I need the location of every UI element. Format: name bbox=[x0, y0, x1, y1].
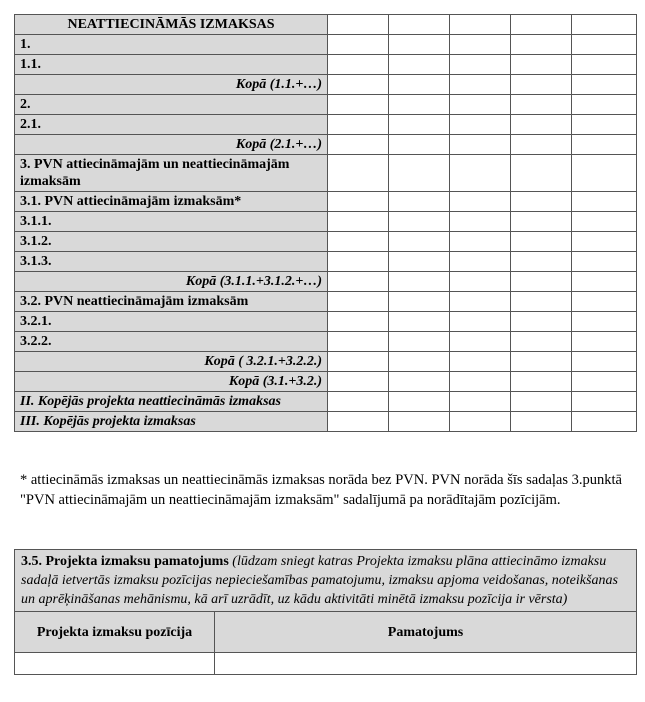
cost-row-label: Kopā ( 3.2.1.+3.2.2.) bbox=[15, 352, 328, 372]
cost-value-cell[interactable] bbox=[450, 155, 511, 192]
cost-value-cell[interactable] bbox=[328, 252, 389, 272]
cost-row-label: 1.1. bbox=[15, 55, 328, 75]
cost-row bbox=[15, 232, 637, 252]
cost-value-cell[interactable] bbox=[572, 192, 637, 212]
cost-row-label: Kopā (3.1.+3.2.) bbox=[15, 372, 328, 392]
cost-value-cell[interactable] bbox=[450, 252, 511, 272]
cost-value-cell[interactable] bbox=[572, 352, 637, 372]
cost-value-cell[interactable] bbox=[389, 372, 450, 392]
cost-value-cell[interactable] bbox=[389, 192, 450, 212]
cost-row-label: 3.1.1. bbox=[15, 212, 328, 232]
cost-value-cell[interactable] bbox=[450, 372, 511, 392]
cost-value-cell[interactable] bbox=[328, 352, 389, 372]
cost-value-cell[interactable] bbox=[389, 75, 450, 95]
cost-row-label: 3.2.2. bbox=[15, 332, 328, 352]
cost-value-cell[interactable] bbox=[572, 292, 637, 312]
cost-value-cell[interactable] bbox=[511, 392, 572, 412]
justification-cell[interactable] bbox=[215, 653, 637, 675]
cost-row-label: 2.1. bbox=[15, 115, 328, 135]
cost-value-cell[interactable] bbox=[450, 192, 511, 212]
cost-value-cell[interactable] bbox=[511, 292, 572, 312]
cost-value-cell[interactable] bbox=[450, 75, 511, 95]
cost-value-cell[interactable] bbox=[511, 55, 572, 75]
cost-value-cell[interactable] bbox=[389, 252, 450, 272]
cost-value-cell[interactable] bbox=[511, 252, 572, 272]
cost-value-cell[interactable] bbox=[511, 332, 572, 352]
cost-value-cell[interactable] bbox=[450, 15, 511, 35]
cost-value-cell[interactable] bbox=[572, 95, 637, 115]
cost-row bbox=[15, 312, 637, 332]
cost-value-cell[interactable] bbox=[572, 412, 637, 432]
cost-value-cell[interactable] bbox=[511, 35, 572, 55]
section-instructions: (lūdzam sniegt katras Projekta izmaksu plāna attiecināmo izmaksu sadaļā ietvertās izmaksu pozīcijas nepieciešamības pamatojumu, izmaksu apjoma veidošanas, noteikšanas un aprēķināšanas mehānismu, kā arī uzrādīt, uz kādu aktivitāti minētā izmaksu pozīcija ir vērsta) bbox=[21, 554, 618, 607]
cost-value-cell[interactable] bbox=[450, 212, 511, 232]
cost-value-cell[interactable] bbox=[328, 55, 389, 75]
cost-row bbox=[15, 135, 637, 155]
cost-value-cell[interactable] bbox=[328, 15, 389, 35]
cost-value-cell[interactable] bbox=[572, 232, 637, 252]
cost-value-cell[interactable] bbox=[450, 352, 511, 372]
cost-value-cell[interactable] bbox=[511, 115, 572, 135]
cost-row bbox=[15, 392, 637, 412]
cost-value-cell[interactable] bbox=[389, 115, 450, 135]
cost-value-cell[interactable] bbox=[389, 135, 450, 155]
cost-value-cell[interactable] bbox=[572, 35, 637, 55]
cost-value-cell[interactable] bbox=[511, 412, 572, 432]
cost-row-label: 3.2.1. bbox=[15, 312, 328, 332]
cost-value-cell[interactable] bbox=[328, 155, 389, 192]
cost-value-cell[interactable] bbox=[572, 332, 637, 352]
cost-value-cell[interactable] bbox=[572, 392, 637, 412]
cost-value-cell[interactable] bbox=[389, 412, 450, 432]
cost-value-cell[interactable] bbox=[450, 412, 511, 432]
cost-row-label: 1. bbox=[15, 35, 328, 55]
cost-value-cell[interactable] bbox=[328, 272, 389, 292]
cost-value-cell[interactable] bbox=[450, 392, 511, 412]
cost-row-label: Kopā (2.1.+…) bbox=[15, 135, 328, 155]
cost-value-cell[interactable] bbox=[450, 115, 511, 135]
cost-value-cell[interactable] bbox=[450, 95, 511, 115]
cost-value-cell[interactable] bbox=[389, 332, 450, 352]
cost-value-cell[interactable] bbox=[389, 292, 450, 312]
cost-row-label: 3. PVN attiecināmajām un neattiecināmajām izmaksām bbox=[15, 155, 328, 192]
cost-value-cell[interactable] bbox=[572, 55, 637, 75]
cost-value-cell[interactable] bbox=[511, 312, 572, 332]
cost-row-label: Kopā (1.1.+…) bbox=[15, 75, 328, 95]
column-header-justification: Pamatojums bbox=[215, 612, 637, 653]
justification-section-header bbox=[15, 550, 637, 612]
cost-row-label: 3.1. PVN attiecināmajām izmaksām* bbox=[15, 192, 328, 212]
cost-value-cell[interactable] bbox=[450, 35, 511, 55]
cost-row-label: Kopā (3.1.1.+3.1.2.+…) bbox=[15, 272, 328, 292]
cost-row bbox=[15, 75, 637, 95]
cost-value-cell[interactable] bbox=[511, 95, 572, 115]
cost-value-cell[interactable] bbox=[450, 135, 511, 155]
cost-value-cell[interactable] bbox=[511, 272, 572, 292]
cost-value-cell[interactable] bbox=[511, 372, 572, 392]
cost-row bbox=[15, 352, 637, 372]
cost-value-cell[interactable] bbox=[389, 352, 450, 372]
cost-value-cell[interactable] bbox=[572, 252, 637, 272]
cost-row bbox=[15, 155, 637, 192]
cost-row bbox=[15, 272, 637, 292]
cost-value-cell[interactable] bbox=[450, 272, 511, 292]
cost-row bbox=[15, 212, 637, 232]
cost-value-cell[interactable] bbox=[389, 35, 450, 55]
cost-value-cell[interactable] bbox=[572, 272, 637, 292]
cost-row bbox=[15, 15, 637, 35]
cost-row bbox=[15, 372, 637, 392]
cost-value-cell[interactable] bbox=[328, 232, 389, 252]
cost-value-cell[interactable] bbox=[572, 372, 637, 392]
cost-row bbox=[15, 35, 637, 55]
cost-row-label: 3.1.2. bbox=[15, 232, 328, 252]
cost-value-cell[interactable] bbox=[328, 292, 389, 312]
cost-value-cell[interactable] bbox=[572, 155, 637, 192]
cost-value-cell[interactable] bbox=[328, 75, 389, 95]
cost-value-cell[interactable] bbox=[328, 372, 389, 392]
cost-value-cell[interactable] bbox=[511, 15, 572, 35]
cost-value-cell[interactable] bbox=[328, 212, 389, 232]
cost-row bbox=[15, 252, 637, 272]
cost-value-cell[interactable] bbox=[572, 212, 637, 232]
cost-value-cell[interactable] bbox=[450, 312, 511, 332]
cost-value-cell[interactable] bbox=[511, 155, 572, 192]
cost-value-cell[interactable] bbox=[572, 15, 637, 35]
cost-value-cell[interactable] bbox=[450, 332, 511, 352]
cost-value-cell[interactable] bbox=[328, 412, 389, 432]
cost-row bbox=[15, 115, 637, 135]
column-header-cost-position: Projekta izmaksu pozīcija bbox=[15, 612, 215, 653]
cost-row bbox=[15, 55, 637, 75]
cost-row bbox=[15, 192, 637, 212]
cost-value-cell[interactable] bbox=[389, 95, 450, 115]
cost-value-cell[interactable] bbox=[328, 192, 389, 212]
cost-value-cell[interactable] bbox=[389, 155, 450, 192]
non-eligible-costs-table bbox=[14, 14, 637, 432]
cost-value-cell[interactable] bbox=[572, 312, 637, 332]
vat-footnote: * attiecināmās izmaksas un neattiecināmās izmaksas norāda bez PVN. PVN norāda šīs sadaļas 3.punktā "PVN attiecināmajām un neattiecināmajām izmaksām" sadalījumā pa norādītajām pozīcijām. bbox=[20, 472, 622, 508]
section-title: 3.5. Projekta izmaksu pamatojums bbox=[21, 554, 229, 569]
cost-value-cell[interactable] bbox=[572, 135, 637, 155]
cost-value-cell[interactable] bbox=[511, 75, 572, 95]
cost-row-label: NEATTIECINĀMĀS IZMAKSAS bbox=[15, 15, 328, 35]
cost-value-cell[interactable] bbox=[389, 272, 450, 292]
cost-value-cell[interactable] bbox=[572, 75, 637, 95]
cost-value-cell[interactable] bbox=[328, 392, 389, 412]
cost-value-cell[interactable] bbox=[450, 232, 511, 252]
cost-value-cell[interactable] bbox=[511, 192, 572, 212]
cost-value-cell[interactable] bbox=[328, 115, 389, 135]
cost-value-cell[interactable] bbox=[389, 55, 450, 75]
cost-value-cell[interactable] bbox=[389, 312, 450, 332]
cost-value-cell[interactable] bbox=[328, 135, 389, 155]
cost-row bbox=[15, 95, 637, 115]
cost-value-cell[interactable] bbox=[389, 392, 450, 412]
cost-value-cell[interactable] bbox=[511, 232, 572, 252]
cost-value-cell[interactable] bbox=[511, 212, 572, 232]
cost-row bbox=[15, 332, 637, 352]
cost-row-label: II. Kopējās projekta neattiecināmās izmaksas bbox=[15, 392, 328, 412]
cost-position-cell[interactable] bbox=[15, 653, 215, 675]
cost-row bbox=[15, 412, 637, 432]
cost-row-label: 3.1.3. bbox=[15, 252, 328, 272]
cost-row-label: 2. bbox=[15, 95, 328, 115]
cost-value-cell[interactable] bbox=[450, 292, 511, 312]
cost-value-cell[interactable] bbox=[389, 15, 450, 35]
cost-row bbox=[15, 292, 637, 312]
cost-value-cell[interactable] bbox=[328, 95, 389, 115]
cost-value-cell[interactable] bbox=[511, 135, 572, 155]
cost-value-cell[interactable] bbox=[328, 332, 389, 352]
cost-value-cell[interactable] bbox=[511, 352, 572, 372]
cost-value-cell[interactable] bbox=[389, 212, 450, 232]
cost-row-label: III. Kopējās projekta izmaksas bbox=[15, 412, 328, 432]
cost-row-label: 3.2. PVN neattiecināmajām izmaksām bbox=[15, 292, 328, 312]
cost-value-cell[interactable] bbox=[328, 312, 389, 332]
cost-value-cell[interactable] bbox=[328, 35, 389, 55]
cost-value-cell[interactable] bbox=[572, 115, 637, 135]
cost-justification-table bbox=[14, 549, 637, 675]
cost-value-cell[interactable] bbox=[389, 232, 450, 252]
cost-value-cell[interactable] bbox=[450, 55, 511, 75]
